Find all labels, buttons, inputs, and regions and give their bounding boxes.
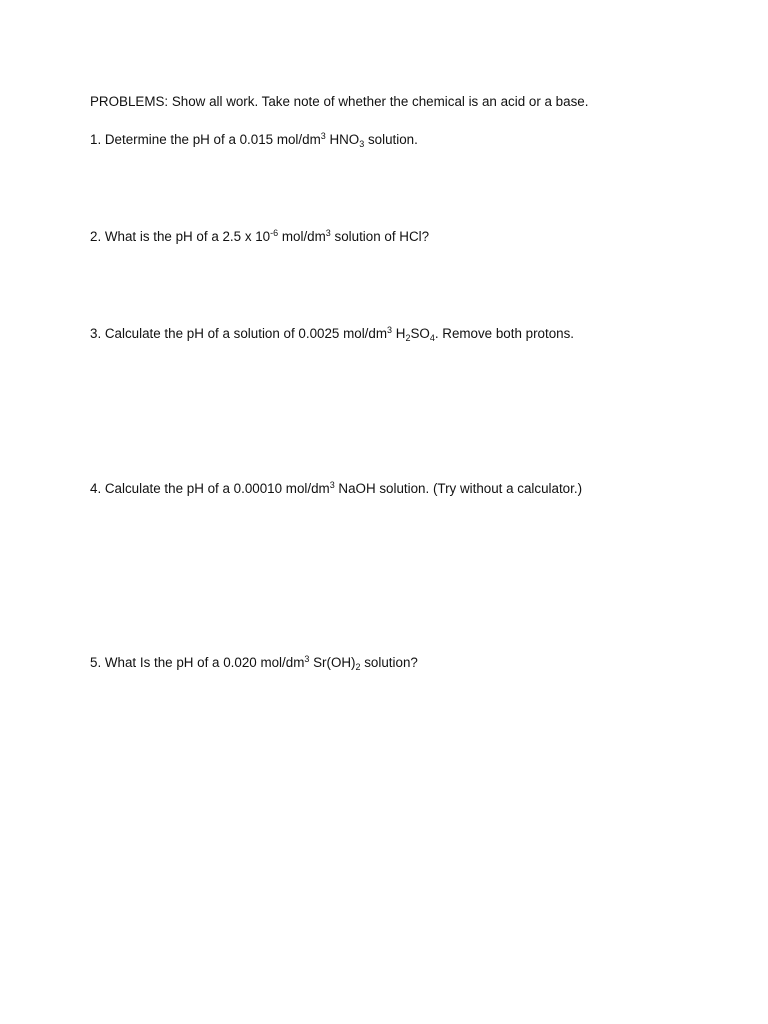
problem-2-text-post: solution of HCl? xyxy=(330,229,430,244)
problem-2-superscript: 3 xyxy=(325,228,331,238)
problem-3-text-post: . Remove both protons. xyxy=(434,326,575,341)
problem-4 xyxy=(90,481,582,497)
problem-3-text-pre: 3. Calculate the pH of a solution of 0.0025 mol/dm xyxy=(90,326,388,341)
problem-3-subscript-1: 2 xyxy=(405,333,411,343)
problem-2-text-pre: 2. What is the pH of a 2.5 x 10 xyxy=(90,229,271,244)
problem-1-text-mid: HNO xyxy=(325,132,360,147)
problem-4-text-post: NaOH solution. (Try without a calculator.) xyxy=(334,481,583,496)
problem-4-superscript: 3 xyxy=(329,480,335,490)
instructions-heading xyxy=(90,94,588,110)
problem-2 xyxy=(90,229,429,245)
problem-5 xyxy=(90,655,418,671)
problem-5-text-pre: 5. What Is the pH of a 0.020 mol/dm xyxy=(90,655,305,670)
problem-1-text-pre: 1. Determine the pH of a 0.015 mol/dm xyxy=(90,132,321,147)
problem-1 xyxy=(90,132,418,148)
instructions-text: PROBLEMS: Show all work. Take note of whether the chemical is an acid or a base. xyxy=(90,94,589,109)
problem-5-superscript: 3 xyxy=(304,654,310,664)
problem-4-text-pre: 4. Calculate the pH of a 0.00010 mol/dm xyxy=(90,481,330,496)
problem-1-subscript: 3 xyxy=(359,139,365,149)
problem-5-text-mid: Sr(OH) xyxy=(309,655,356,670)
problem-1-superscript: 3 xyxy=(320,131,326,141)
problem-3-superscript: 3 xyxy=(387,325,393,335)
problem-3-text-mid2: SO xyxy=(410,326,430,341)
problem-2-exponent: -6 xyxy=(270,228,279,238)
problem-1-text-post: solution. xyxy=(364,132,418,147)
problem-5-text-post: solution? xyxy=(360,655,418,670)
problem-2-text-mid: mol/dm xyxy=(278,229,326,244)
problem-3 xyxy=(90,326,574,342)
problem-5-subscript: 2 xyxy=(355,662,361,672)
problem-3-text-mid: H xyxy=(392,326,406,341)
problem-3-subscript-2: 4 xyxy=(429,333,435,343)
